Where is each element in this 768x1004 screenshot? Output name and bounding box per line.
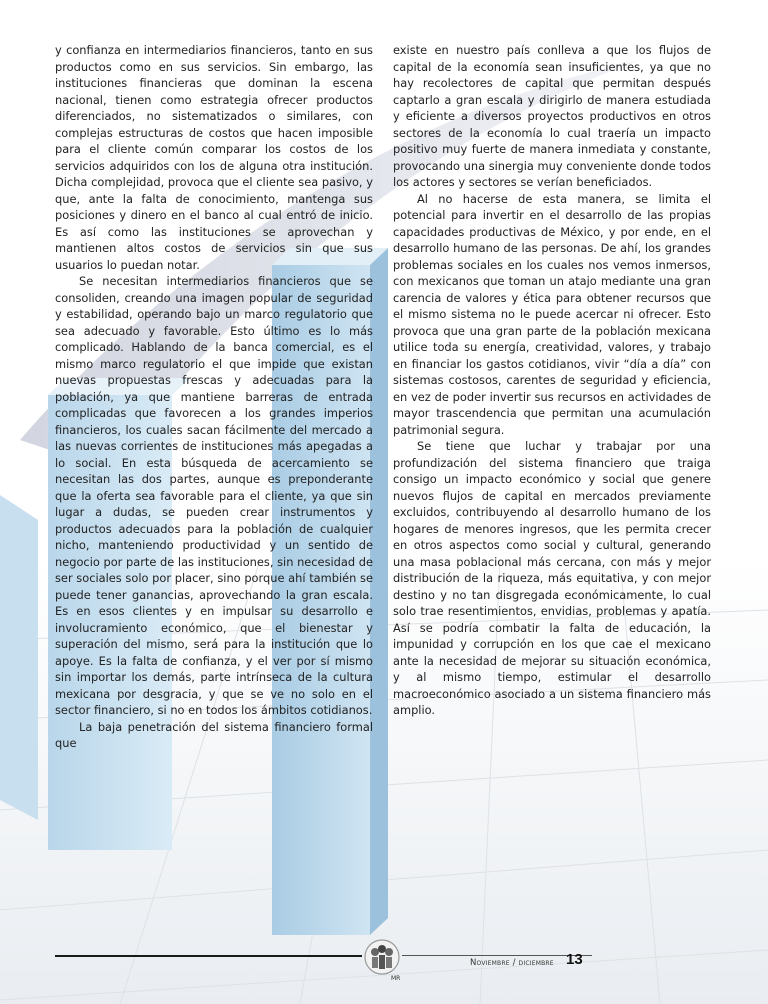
- right-text-column: [393, 42, 711, 719]
- paragraph: Se necesitan intermediarios financieros que se consoliden, creando una imagen popular de seguridad y estabilidad, operando bajo un marco regulatorio que sea adecuado y favorable. Esto último es lo más complicado. Hablando de la banca comercial, es el mismo marco regulatorio el que impide que existan nuevas propuestas frescas y adecuadas para la población, ya que mantiene barreras de entrada complicadas que favorecen a los grandes imperios financieros, los cuales sacan fácilmente del mercado a las nuevas corrientes de instituciones más apegadas a lo social. En esta búsqueda de acercamiento se necesitan las dos partes, aunque es preponderante que la oferta sea favorable para el cliente, ya que sin lugar a dudas, se pueden crear instrumentos y productos adecuados para la población de cualquier nicho, manteniendo productividad y un sentido de negocio por parte de las instituciones, sin necesidad de ser sociales solo por placer, sino porque ahí también se puede tener ganancias, aprovechando la gran escala. Es en esos clientes y en impulsar su desarrollo e involucramiento económico, que el bienestar y superación del mismo, será para la institución que lo apoye. Es la falta de confianza, y el ver por sí mismo sin importar los demás, parte intrínseca de la cultura mexicana por desgracia, y que se ve no solo en el sector financiero, si no en todos los ámbitos cotidianos.: [55, 274, 373, 717]
- footer-rule-right: [402, 955, 592, 956]
- paragraph: Se tiene que luchar y trabajar por una profundización del sistema financiero que traiga consigo un impacto económico y social que genere nuevos flujos de capital en mercados previamente excluidos, contribuyendo al desarrollo humano de los hogares de menores ingresos, que les permita crecer en otros aspectos como social y cultural, generando una masa poblacional más cercana, con más y mejor distribución de la riqueza, más equitativa, y con mejor destino y no tan disgregada económicamente, lo cual solo trae resentimientos, envidias, problemas y apatía. Así se podría combatir la falta de educación, la impunidad y corrupción en los que cae el mexicano ante la necesidad de mejorar su situación económica, y al mismo tiempo, estimular el desarrollo macroeconómico asociado a un sistema financiero más amplio.: [393, 439, 711, 717]
- issue-date: Noviembre / diciembre: [470, 958, 554, 968]
- paragraph: Al no hacerse de esta manera, se limita el potencial para invertir en el desarrollo de las propias capacidades productivas de México, y por ende, en el desarrollo humano de las personas. De ahí, los grandes problemas sociales en los cuales nos vemos inmersos, con mexicanos que toman un atajo mediante una gran carencia de valores y ética para obtener recursos que el mismo sistema no le puede acercar ni ofrecer. Esto provoca que una gran parte de la población mexicana utilice toda su energía, creatividad, valores, y trabajo en financiar los gastos cotidianos, vivir “día a día” con sistemas costosos, carentes de seguridad y eficiencia, en vez de poder invertir sus recursos en actividades de mayor trascendencia que permitan una acumulación patrimonial segura.: [393, 191, 711, 437]
- paragraph: La baja penetración del sistema financiero formal que: [55, 719, 373, 750]
- paragraph: existe en nuestro país conlleva a que los flujos de capital de la economía sean insuficientes, ya que no hay recolectores de capital que permitan después captarlo a gran escala y dirigirlo de manera estudiada y eficiente a diversos proyectos productivos en otros sectores de la economía lo cual traería un impacto positivo muy fuerte de manera inmediata y constante, provocando una sinergia muy conveniente donde todos los actores y sectores se verían beneficiados.: [393, 43, 711, 189]
- page-number: 13: [566, 951, 583, 968]
- logo-mark: MR: [391, 975, 401, 982]
- paragraph: y confianza en intermediarios financieros, tanto en sus productos como en sus servicios. Sin embargo, las instituciones financieras que dominan la escena nacional, tienen como estrategia ofrecer productos diferenciados, no sistematizados o similares, con complejas estructuras de costos que hacen imposible para el cliente común comparar los costos de los servicios adquiridos con los de alguna otra institución. Dicha complejidad, provoca que el cliente sea pasivo, y que, ante la falta de conocimiento, mantenga sus posiciones y dinero en el banco al cual entró de inicio. Es así como las instituciones se aprovechan y mantienen altos costos de servicios sin que sus usuarios lo puedan notar.: [55, 43, 373, 272]
- left-text-column: [55, 42, 373, 752]
- footer-rule-left: [55, 955, 362, 957]
- publisher-logo-icon: [359, 936, 405, 982]
